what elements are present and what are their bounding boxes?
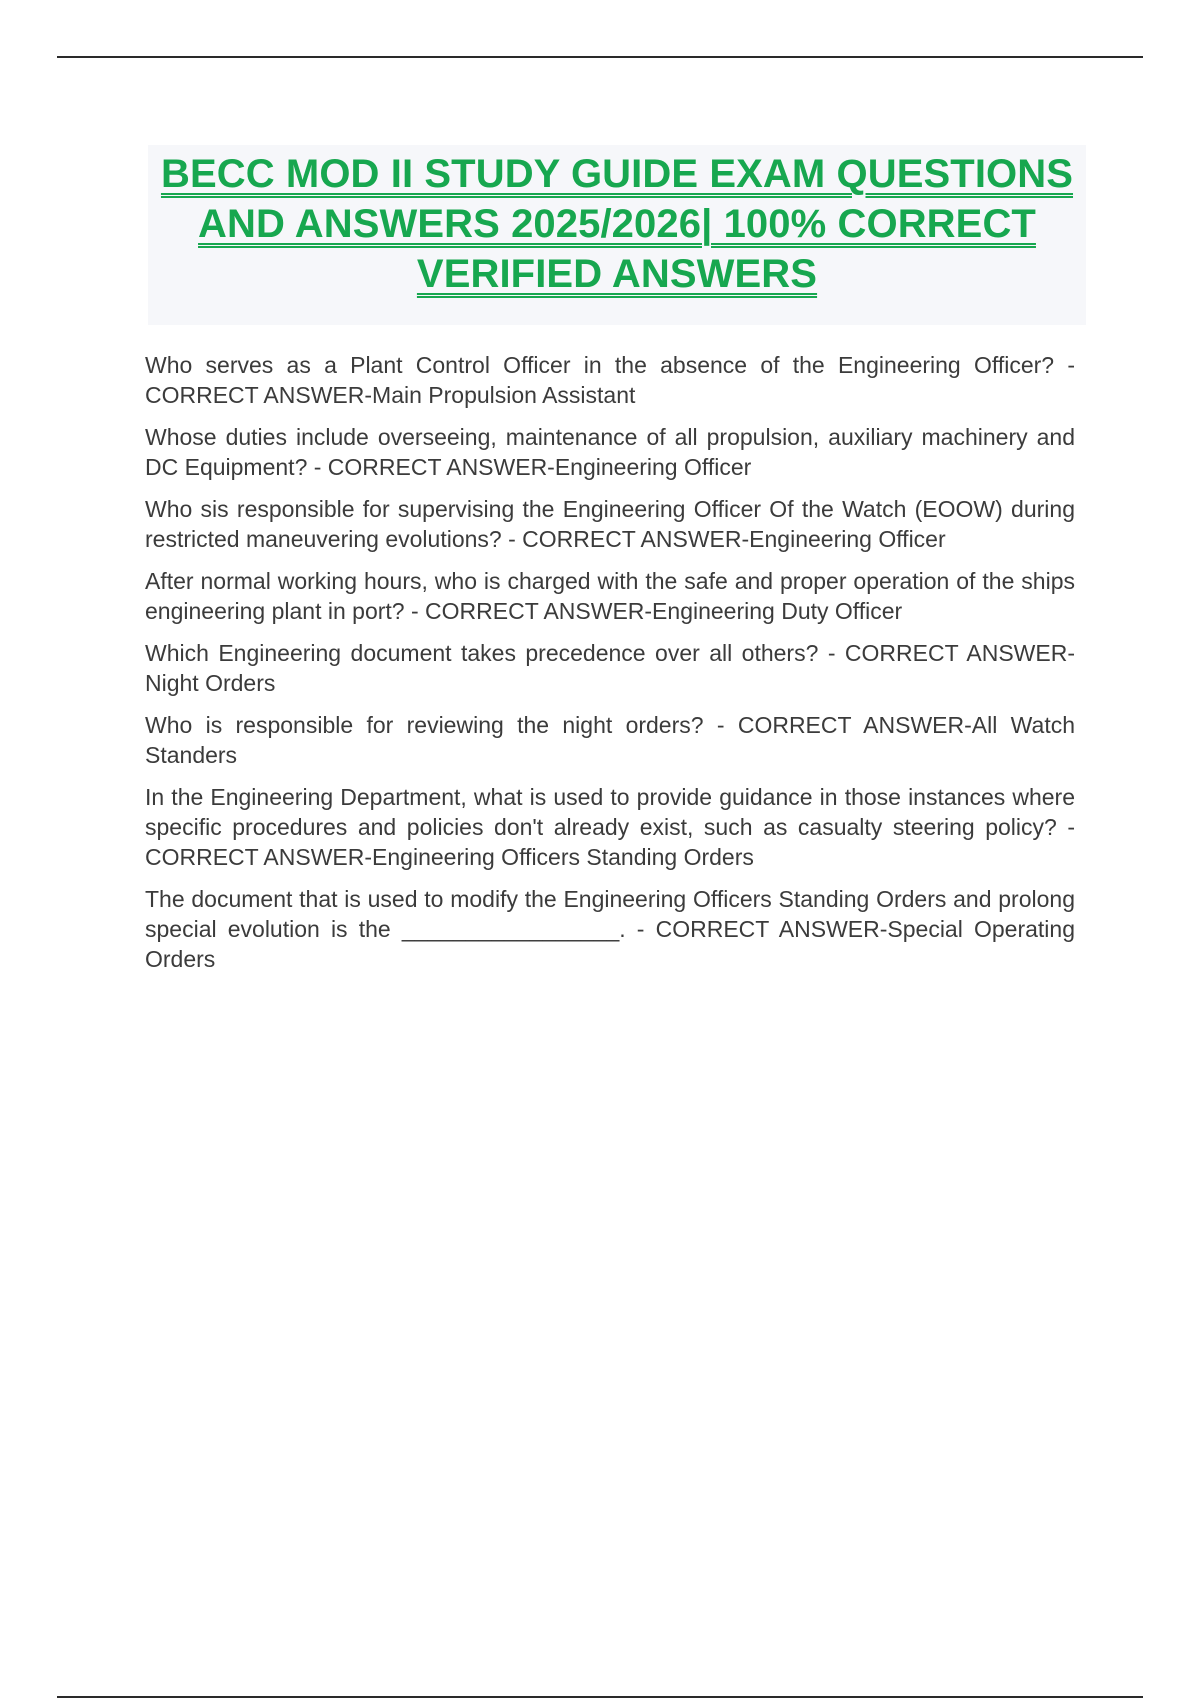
document-title: BECC MOD II STUDY GUIDE EXAM QUESTIONS AND ANSWERS 2025/2026| 100% CORRECT VERIFIED ANSWERS <box>160 152 1074 296</box>
qa-text: After normal working hours, who is charged with the safe and proper operation of the ships engineering plant in port? - CORRECT ANSWER-Engineering Duty Officer <box>145 568 1075 624</box>
title-banner <box>148 145 1086 325</box>
qa-item-4 <box>145 566 1075 626</box>
qa-text: The document that is used to modify the Engineering Officers Standing Orders and prolong special evolution is the _________________. - CORRECT ANSWER-Special Operating Orders <box>145 886 1075 972</box>
top-rule <box>57 56 1143 58</box>
qa-item-6 <box>145 710 1075 770</box>
qa-list <box>145 350 1075 986</box>
qa-text: Who is responsible for reviewing the night orders? - CORRECT ANSWER-All Watch Standers <box>145 712 1075 768</box>
qa-item-2 <box>145 422 1075 482</box>
qa-item-5 <box>145 638 1075 698</box>
qa-text: Whose duties include overseeing, maintenance of all propulsion, auxiliary machinery and DC Equipment? - CORRECT ANSWER-Engineering Officer <box>145 424 1075 480</box>
qa-text: Who sis responsible for supervising the Engineering Officer Of the Watch (EOOW) during restricted maneuvering evolutions? - CORRECT ANSWER-Engineering Officer <box>145 496 1075 552</box>
qa-text: Who serves as a Plant Control Officer in the absence of the Engineering Officer? - CORRECT ANSWER-Main Propulsion Assistant <box>145 352 1075 408</box>
qa-item-7 <box>145 782 1075 872</box>
qa-item-1 <box>145 350 1075 410</box>
bottom-rule <box>57 1696 1143 1698</box>
qa-text: Which Engineering document takes precedence over all others? - CORRECT ANSWER-Night Orders <box>145 640 1075 696</box>
qa-text: In the Engineering Department, what is used to provide guidance in those instances where specific procedures and policies don't already exist, such as casualty steering policy? - CORRECT ANSWER-Engineering Officers Standing Orders <box>145 784 1075 870</box>
qa-item-8 <box>145 884 1075 974</box>
qa-item-3 <box>145 494 1075 554</box>
